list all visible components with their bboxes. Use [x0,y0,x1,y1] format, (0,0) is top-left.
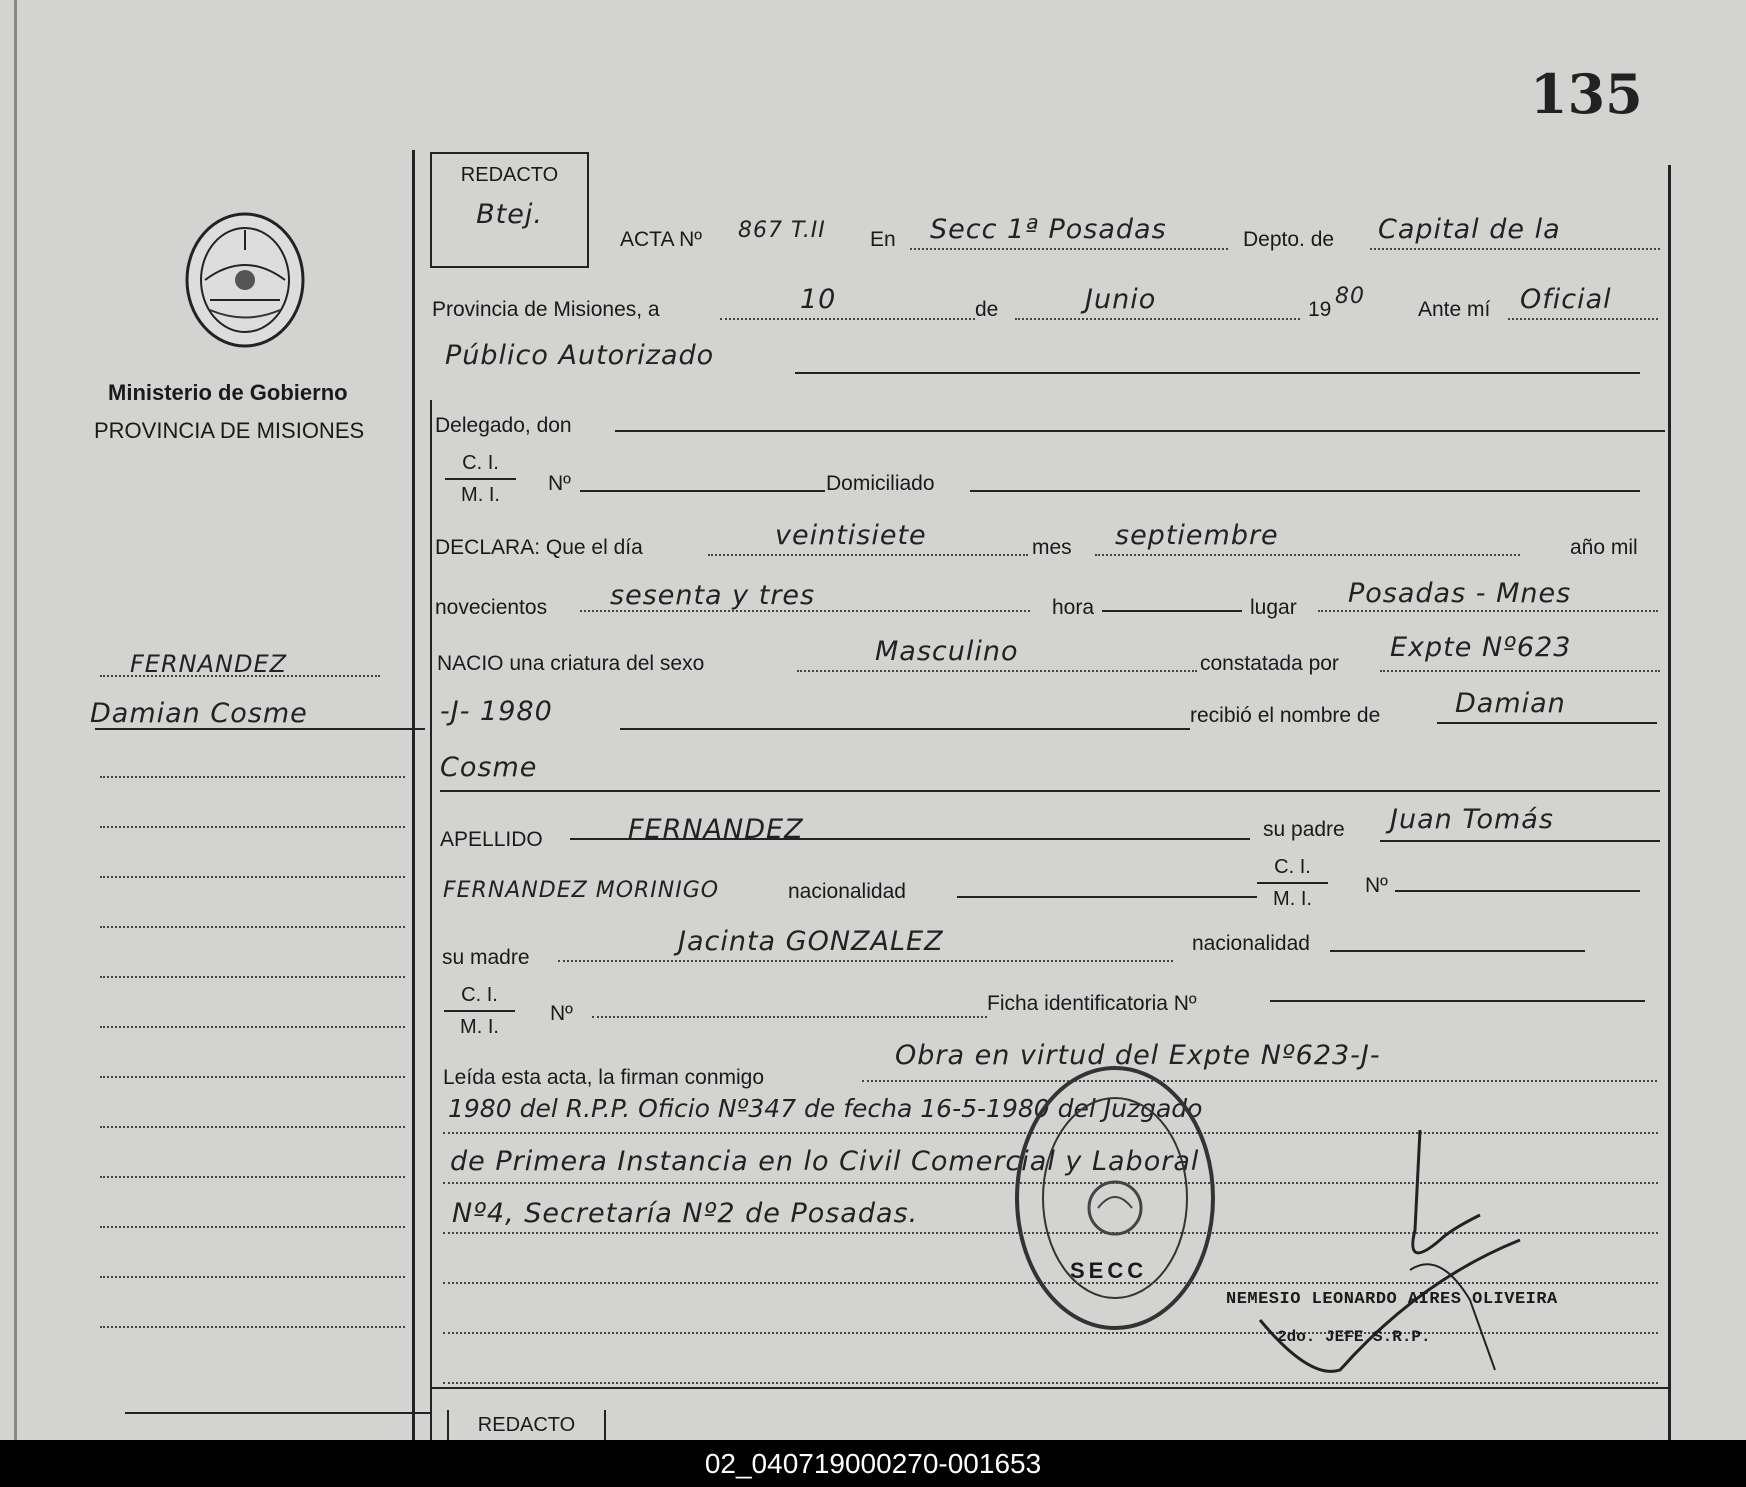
fill-line [862,1080,1657,1082]
margin-line [100,1326,405,1328]
year-value: 80 [1335,284,1365,309]
officer-name: NEMESIO LEONARDO AIRES OLIVEIRA [1226,1290,1558,1309]
no-label-madre: Nº [550,1002,573,1025]
fill-line [957,896,1257,898]
form-left-rule-inner [430,400,432,1440]
nombre-value: Damian [1455,688,1566,719]
apellido-value: FERNANDEZ [628,814,804,845]
provincia-label: Provincia de Misiones, a [432,298,660,321]
footer-redacto-box [447,1410,606,1440]
depto-value: Capital de la [1378,214,1561,245]
fill-line [1380,840,1660,842]
officer-title: 2do. JEFE S.R.P. [1277,1328,1431,1346]
depto-label: Depto. de [1243,228,1335,251]
mi-label: M. I. [460,1016,499,1038]
ci-label: C. I. [461,984,498,1006]
en-value: Secc 1ª Posadas [930,214,1167,245]
lugar-label: lugar [1250,596,1297,619]
no-label: Nº [548,472,571,495]
day-value: 10 [800,284,837,315]
page-number: 135 [1530,62,1643,126]
observation-line-4: Nº4, Secretaría Nº2 de Posadas. [452,1198,919,1229]
hora-label: hora [1052,596,1095,619]
fill-line [440,790,1660,792]
delegado-label: Delegado, don [435,414,572,437]
madre-value: Jacinta GONZALEZ [678,926,944,957]
stamp-center: SECC [1070,1258,1148,1283]
nombre-value-2: Cosme [440,752,538,783]
ante-label: Ante mí [1418,298,1491,321]
declara-label: DECLARA: Que el día [435,536,643,559]
province-name: PROVINCIA DE MISIONES [94,418,365,443]
ano-label: año mil [1570,536,1638,559]
official-value: Oficial [1520,284,1612,315]
acta-value: 867 T.II [738,218,826,243]
nacionalidad-label-padre: nacionalidad [788,880,906,903]
leida-label: Leída esta acta, la firman conmigo [443,1066,765,1089]
caption-bar [0,1440,1746,1487]
margin-line [100,675,380,677]
footer-redacto-label: REDACTO [477,1414,576,1436]
mes-value: septiembre [1115,520,1279,551]
margin-line [100,926,405,928]
fill-line [1370,248,1660,250]
mi-label: M. I. [461,484,500,506]
fill-line [443,1382,1658,1384]
mi-label: M. I. [1273,888,1312,910]
apellido-label: APELLIDO [440,828,543,851]
no-label-padre: Nº [1365,874,1388,897]
ministry-name: Ministerio de Gobierno [108,380,348,405]
fill-line [970,490,1640,492]
margin-line [100,876,405,878]
margin-line [100,976,405,978]
fill-line [558,960,1173,962]
constatada-value: Expte Nº623 [1390,632,1572,663]
redacto-label: REDACTO [460,164,559,186]
lugar-value: Posadas - Mnes [1348,578,1572,609]
ci-mi-fraction [443,448,518,510]
margin-given-names: Damian Cosme [90,698,308,729]
fill-line [1318,610,1658,612]
fill-line [910,248,1228,250]
fill-line [1380,670,1660,672]
padre-label: su padre [1263,818,1345,841]
fill-line [1395,890,1640,892]
year-prefix: 19 [1308,298,1332,321]
image-caption: 02_040719000270-001653 [704,1448,1042,1479]
fill-line [1437,722,1657,724]
margin-line [100,776,405,778]
fill-line [1095,554,1520,556]
recibio-label: recibió el nombre de [1190,704,1381,727]
ci-label: C. I. [462,452,499,474]
form-left-rule [412,150,415,1440]
fill-line [592,1016,987,1018]
observation-line-3: de Primera Instancia en lo Civil Comercial y Laboral [450,1146,1200,1177]
sexo-value: Masculino [875,636,1019,667]
official-value-2: Público Autorizado [445,340,715,371]
redacto-box [430,152,589,268]
margin-line [100,826,405,828]
observation-line-2: 1980 del R.P.P. Oficio Nº347 de fecha 16-5-1980 del Juzgado [448,1094,1203,1123]
mes-label: mes [1032,536,1072,559]
margin-line [100,1026,405,1028]
ficha-label: Ficha identificatoria Nº [987,992,1197,1015]
constatada-label: constatada por [1200,652,1339,675]
fill-line [615,430,1665,432]
margin-line [100,1076,405,1078]
fill-line [1015,318,1300,320]
fill-line [708,554,1028,556]
margin-bottom-rule [125,1412,430,1414]
page-left-edge [14,0,17,1440]
form-bottom-rule [430,1387,1670,1389]
nacio-label: NACIO una criatura del sexo [437,652,705,675]
fill-line [1270,1000,1645,1002]
domiciliado-label: Domiciliado [826,472,935,495]
ci-mi-fraction-madre [442,980,517,1042]
nacionalidad-label-madre: nacionalidad [1192,932,1310,955]
margin-line [100,1176,405,1178]
margin-surname: FERNANDEZ [130,650,288,678]
acta-label: ACTA Nº [620,228,702,251]
dia-value: veintisiete [775,520,927,551]
observation-line-1: Obra en virtud del Expte Nº623-J- [895,1040,1381,1071]
fill-line [797,670,1197,672]
margin-line [100,1276,405,1278]
fill-line [720,318,975,320]
province-seal-emblem [180,210,310,360]
fill-line [580,490,825,492]
en-label: En [870,228,896,251]
official-stamp [1010,1058,1220,1338]
de-label: de [975,298,999,321]
padre-value-2: FERNANDEZ MORINIGO [443,878,720,903]
month-value: Junio [1085,284,1157,315]
padre-value: Juan Tomás [1390,804,1554,835]
fill-line [1508,318,1658,320]
madre-label: su madre [442,946,530,969]
fill-line [620,728,1190,730]
novecientos-label: novecientos [435,596,548,619]
margin-line [95,728,425,730]
constatada-value-2: -J- 1980 [440,696,553,727]
margin-line [100,1126,405,1128]
ci-label: C. I. [1274,856,1311,878]
fill-line [1330,950,1585,952]
margin-line [100,1226,405,1228]
redacto-initials: Btej. [476,199,543,230]
fill-line [795,372,1640,374]
form-right-rule [1668,165,1671,1440]
fill-line [1102,610,1242,612]
ci-mi-fraction-padre [1255,852,1330,914]
novecientos-value: sesenta y tres [610,580,816,611]
